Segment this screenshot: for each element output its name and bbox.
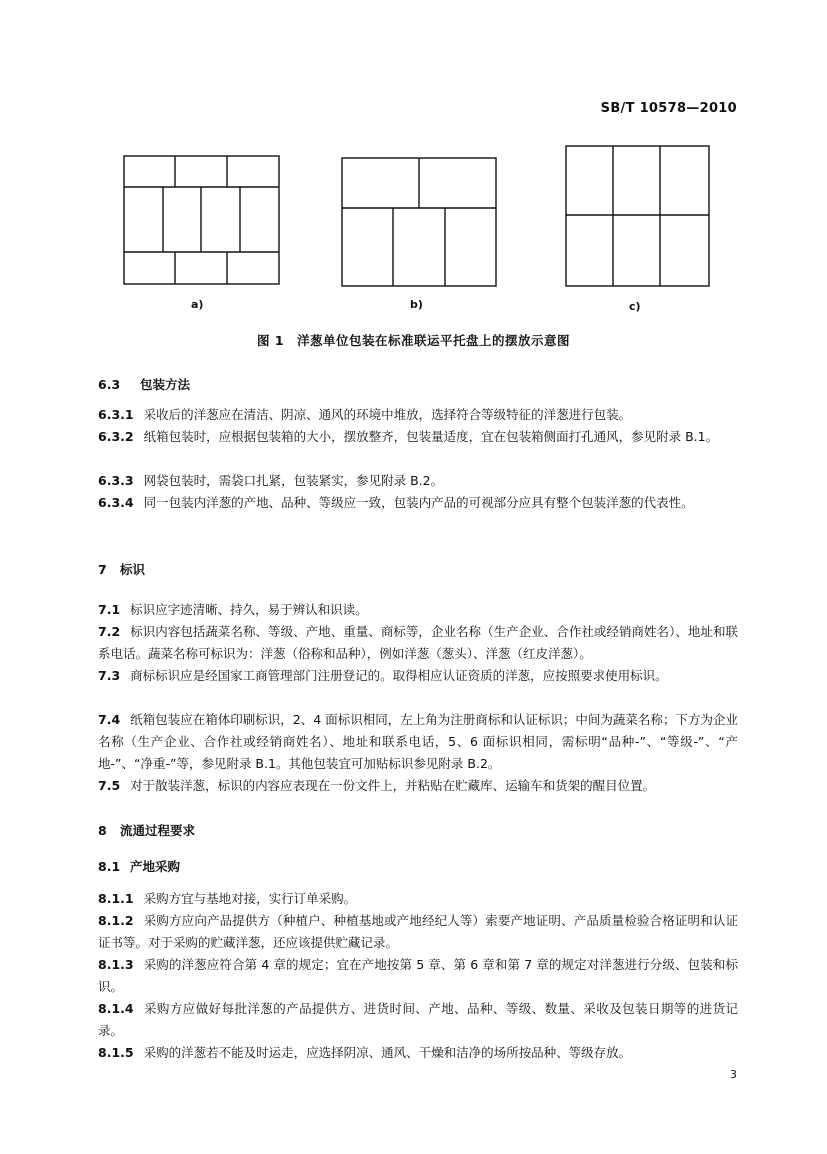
clause-number: 7.2 [98,624,121,639]
figure-a-diagram [123,155,281,285]
paragraph-7-2 [98,621,738,665]
paragraph-8-1-1 [98,888,738,910]
clause-number: 7.4 [98,712,121,727]
clause-number: 8.1.4 [98,1001,134,1016]
clause-text: 采购的洋葱若不能及时运走，应选择阴凉、通风、干燥和洁净的场所按品种、等级存放。 [143,1045,632,1060]
clause-text: 纸箱包装应在箱体印刷标识，2、4 面标识相同，左上角为注册商标和认证标识；中间为蔬菜名称；下方为企业名称（生产企业、合作社或经销商姓名）、地址和联系电话，5、6 面标识相同，需标明“品种-”、“等级-”、“产地-”、“净重-”等，参见附录 B.1。其他包装宜可加贴标识参见附录 B.2。 [98,712,738,771]
clause-text: 采购方宜与基地对接，实行订单采购。 [143,891,357,906]
heading-title: 标识 [120,562,146,577]
clause-text: 采购的洋葱应符合第 4 章的规定；宜在产地按第 5 章、第 6 章和第 7 章的规定对洋葱进行分级、包装和标识。 [98,957,738,994]
clause-text: 同一包装内洋葱的产地、品种、等级应一致，包装内产品的可视部分应具有整个包装洋葱的代表性。 [143,495,694,510]
heading-6-3 [98,375,190,393]
clause-text: 标识应字迹清晰、持久，易于辨认和识读。 [130,602,368,617]
heading-number: 8 [98,823,107,838]
pallet-layout-c [565,145,711,287]
paragraph-6-3-1 [98,404,738,426]
paragraph-7-4 [98,709,738,775]
figure-a-label: a) [191,298,204,311]
heading-8 [98,821,195,839]
paragraph-8-1-5 [98,1042,738,1064]
pallet-layout-a [123,155,281,285]
heading-7 [98,560,145,578]
heading-number: 7 [98,562,107,577]
heading-title: 包装方法 [140,377,191,392]
clause-number: 7.1 [98,602,121,617]
clause-number: 8.1.5 [98,1045,134,1060]
paragraph-6-3-3 [98,470,738,492]
clause-number: 8.1.2 [98,913,134,928]
clause-number: 7.3 [98,668,121,683]
paragraph-6-3-4 [98,492,738,514]
clause-text: 商标标识应是经国家工商管理部门注册登记的。取得相应认证资质的洋葱，应按照要求使用标识。 [130,668,668,683]
paragraph-7-1 [98,599,738,621]
clause-number: 8.1.3 [98,957,134,972]
pallet-layout-b [341,157,498,287]
heading-title: 流通过程要求 [120,823,196,838]
clause-text: 标识内容包括蔬菜名称、等级、产地、重量、商标等，企业名称（生产企业、合作社或经销商姓名）、地址和联系电话。蔬菜名称可标识为：洋葱（俗称和品种），例如洋葱（葱头）、洋葱（红皮洋葱）。 [98,624,738,661]
clause-number: 6.3.2 [98,429,134,444]
standard-code: SB/T 10578—2010 [600,101,737,116]
figure-b-diagram [341,157,498,287]
paragraph-6-3-2 [98,426,738,448]
paragraph-8-1-3 [98,954,738,998]
figure-c-label: c) [629,300,641,313]
clause-number: 8.1.1 [98,891,134,906]
heading-number: 8.1 [98,859,121,874]
clause-text: 对于散装洋葱，标识的内容应表现在一份文件上，并粘贴在贮藏库、运输车和货架的醒目位置。 [130,778,656,793]
clause-number: 6.3.4 [98,495,134,510]
heading-8-1 [98,857,180,875]
figure-c-diagram [565,145,711,287]
clause-number: 6.3.3 [98,473,134,488]
clause-text: 采购方应做好每批洋葱的产品提供方、进货时间、产地、品种、等级、数量、采收及包装日期等的进货记录。 [98,1001,738,1038]
heading-title: 产地采购 [130,859,181,874]
figure-caption: 图 1 洋葱单位包装在标准联运平托盘上的摆放示意图 [256,333,571,348]
heading-number: 6.3 [98,377,121,392]
clause-text: 纸箱包装时，应根据包装箱的大小，摆放整齐，包装量适度，宜在包装箱侧面打孔通风，参见附录 B.1。 [143,429,719,444]
paragraph-8-1-2 [98,910,738,954]
paragraph-7-5 [98,775,738,797]
clause-text: 网袋包装时，需袋口扎紧，包装紧实，参见附录 B.2。 [143,473,444,488]
figure-b-label: b) [410,298,423,311]
paragraph-8-1-4 [98,998,738,1042]
clause-text: 采收后的洋葱应在清洁、阴凉、通风的环境中堆放，选择符合等级特征的洋葱进行包装。 [143,407,632,422]
clause-text: 采购方应向产品提供方（种植户、种植基地或产地经纪人等）索要产地证明、产品质量检验合格证明和认证证书等。对于采购的贮藏洋葱，还应该提供贮藏记录。 [98,913,738,950]
page-number: 3 [730,1068,737,1081]
clause-number: 7.5 [98,778,121,793]
paragraph-7-3 [98,665,738,687]
clause-number: 6.3.1 [98,407,134,422]
